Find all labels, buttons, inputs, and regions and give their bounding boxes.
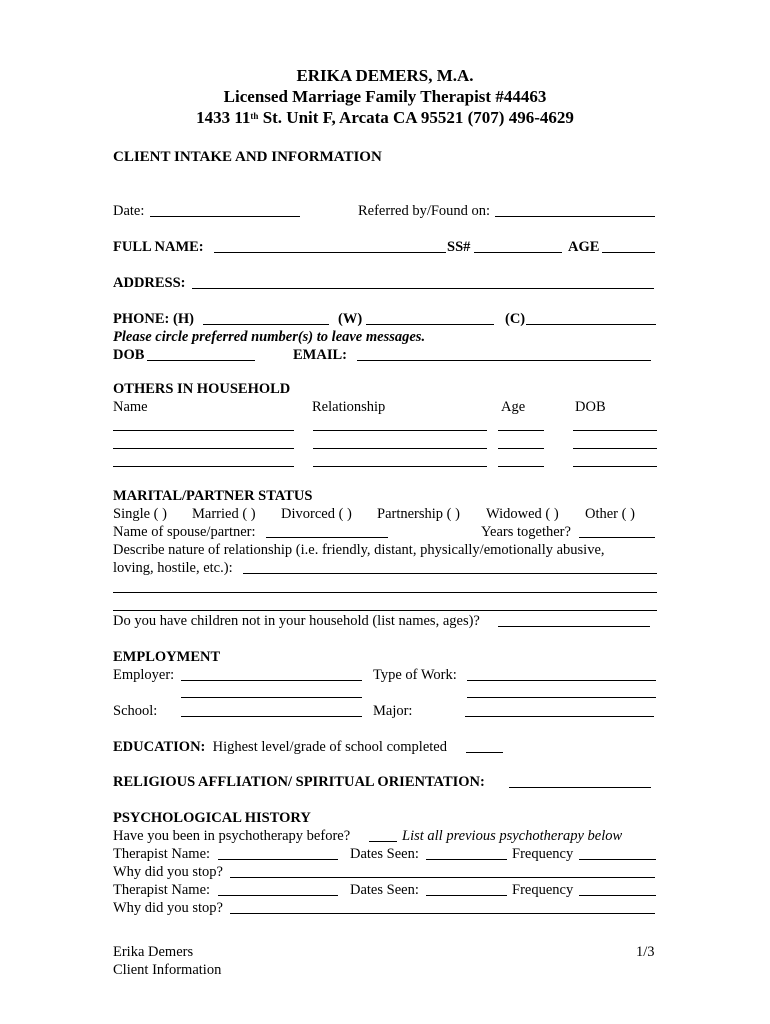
therapist-name-field-1[interactable]	[218, 859, 338, 860]
phone-cell-label: (C)	[505, 311, 526, 327]
spouse-field[interactable]	[266, 537, 388, 538]
household-name-2[interactable]	[113, 448, 294, 449]
marital-divorced[interactable]: Divorced ( )	[281, 506, 352, 522]
school-field[interactable]	[181, 716, 362, 717]
why-stop-field-1[interactable]	[230, 877, 655, 878]
referred-field[interactable]	[495, 216, 655, 217]
years-together-label: Years together?	[481, 524, 571, 540]
relationship-field-1[interactable]	[243, 573, 657, 574]
relationship-field-2[interactable]	[113, 592, 657, 593]
therapist-license: Licensed Marriage Family Therapist #44463	[223, 87, 547, 106]
dates-seen-label-1: Dates Seen:	[350, 846, 419, 862]
phone-cell-field[interactable]	[526, 324, 656, 325]
why-stop-label-2: Why did you stop?	[113, 900, 223, 916]
ssn-label: SS#	[447, 239, 471, 255]
household-heading: OTHERS IN HOUSEHOLD	[113, 381, 291, 397]
type-of-work-field-1[interactable]	[467, 680, 656, 681]
phone-work-field[interactable]	[366, 324, 494, 325]
type-of-work-field-2[interactable]	[467, 697, 656, 698]
household-name-3[interactable]	[113, 466, 294, 467]
psychotherapy-list-note: List all previous psychotherapy below	[402, 828, 623, 844]
page-number: 1/3	[636, 944, 655, 960]
address-field[interactable]	[192, 288, 654, 289]
household-relationship-1[interactable]	[313, 430, 487, 431]
frequency-field-2[interactable]	[579, 895, 656, 896]
school-label: School:	[113, 703, 158, 719]
date-field[interactable]	[150, 216, 300, 217]
household-dob-3[interactable]	[573, 466, 657, 467]
major-label: Major:	[373, 703, 413, 719]
household-age-3[interactable]	[498, 466, 544, 467]
psychotherapy-answer-field[interactable]	[369, 841, 397, 842]
ssn-field[interactable]	[474, 252, 562, 253]
employer-field-1[interactable]	[181, 680, 362, 681]
referred-label: Referred by/Found on:	[358, 203, 491, 219]
psychotherapy-question: Have you been in psychotherapy before?	[113, 828, 351, 844]
religious-field[interactable]	[509, 787, 651, 788]
phone-work-label: (W)	[338, 311, 363, 327]
phone-home-field[interactable]	[203, 324, 329, 325]
household-col-name: Name	[113, 399, 148, 415]
why-stop-label-1: Why did you stop?	[113, 864, 223, 880]
marital-partnership[interactable]: Partnership ( )	[377, 506, 460, 522]
email-label: EMAIL:	[293, 347, 347, 363]
why-stop-field-2[interactable]	[230, 913, 655, 914]
full-name-label: FULL NAME:	[113, 239, 204, 255]
therapist-name: ERIKA DEMERS, M.A.	[296, 66, 474, 85]
phone-home-label: PHONE: (H)	[113, 311, 194, 327]
marital-single[interactable]: Single ( )	[113, 506, 167, 522]
marital-heading: MARITAL/PARTNER STATUS	[113, 488, 313, 504]
office-address: 1433 11th St. Unit F, Arcata CA 95521 (707) 496-4629	[196, 108, 574, 127]
form-title: CLIENT INTAKE AND INFORMATION	[113, 149, 382, 165]
frequency-label-2: Frequency	[512, 882, 574, 898]
spouse-label: Name of spouse/partner:	[113, 524, 256, 540]
household-dob-2[interactable]	[573, 448, 657, 449]
household-dob-1[interactable]	[573, 430, 657, 431]
email-field[interactable]	[357, 360, 651, 361]
frequency-label-1: Frequency	[512, 846, 574, 862]
years-together-field[interactable]	[579, 537, 655, 538]
religious-label: RELIGIOUS AFFLIATION/ SPIRITUAL ORIENTATION:	[113, 774, 485, 790]
household-col-age: Age	[501, 399, 526, 415]
age-label: AGE	[568, 239, 600, 255]
household-age-2[interactable]	[498, 448, 544, 449]
address-label: ADDRESS:	[113, 275, 186, 291]
full-name-field[interactable]	[214, 252, 446, 253]
household-col-relationship: Relationship	[312, 399, 386, 415]
type-of-work-label: Type of Work:	[373, 667, 457, 683]
dates-seen-label-2: Dates Seen:	[350, 882, 419, 898]
children-field[interactable]	[498, 626, 650, 627]
age-field[interactable]	[602, 252, 655, 253]
household-col-dob: DOB	[575, 399, 606, 415]
marital-other[interactable]: Other ( )	[585, 506, 635, 522]
preferred-number-note: Please circle preferred number(s) to leave messages.	[113, 329, 426, 345]
marital-widowed[interactable]: Widowed ( )	[486, 506, 559, 522]
relationship-describe-label: Describe nature of relationship (i.e. friendly, distant, physically/emotionally abusive,	[113, 542, 605, 558]
footer-doc-title: Client Information	[113, 962, 222, 978]
education-row: EDUCATION: Highest level/grade of school completed	[113, 739, 447, 755]
dob-field[interactable]	[147, 360, 255, 361]
employer-field-2[interactable]	[181, 697, 362, 698]
household-name-1[interactable]	[113, 430, 294, 431]
dob-label: DOB	[113, 347, 145, 363]
marital-married[interactable]: Married ( )	[192, 506, 256, 522]
frequency-field-1[interactable]	[579, 859, 656, 860]
therapist-name-label-1: Therapist Name:	[113, 846, 211, 862]
dates-seen-field-2[interactable]	[426, 895, 507, 896]
household-relationship-2[interactable]	[313, 448, 487, 449]
household-relationship-3[interactable]	[313, 466, 487, 467]
therapist-name-label-2: Therapist Name:	[113, 882, 211, 898]
employer-label: Employer:	[113, 667, 175, 683]
relationship-loving-label: loving, hostile, etc.):	[113, 560, 233, 576]
major-field[interactable]	[465, 716, 654, 717]
footer-name: Erika Demers	[113, 944, 194, 960]
therapist-name-field-2[interactable]	[218, 895, 338, 896]
psych-heading: PSYCHOLOGICAL HISTORY	[113, 810, 311, 826]
children-label: Do you have children not in your household (list names, ages)?	[113, 613, 480, 629]
dates-seen-field-1[interactable]	[426, 859, 507, 860]
employment-heading: EMPLOYMENT	[113, 649, 221, 665]
relationship-field-3[interactable]	[113, 610, 657, 611]
education-field[interactable]	[466, 752, 503, 753]
household-age-1[interactable]	[498, 430, 544, 431]
date-label: Date:	[113, 203, 145, 219]
